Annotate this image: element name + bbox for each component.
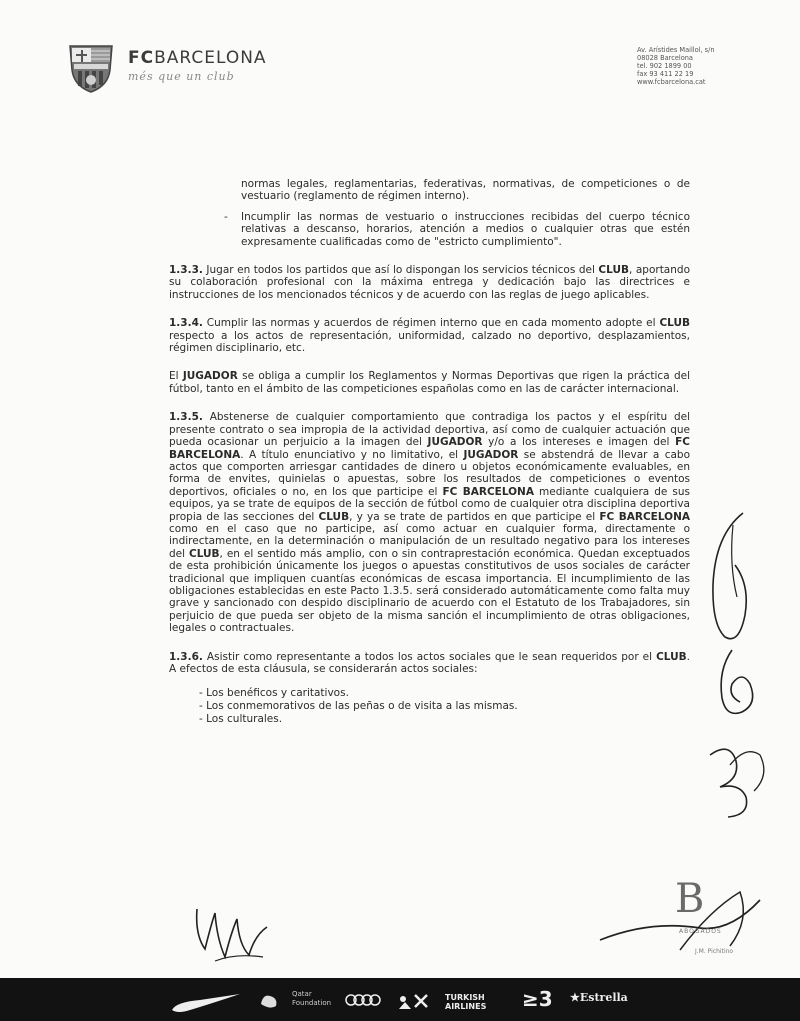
qatar-foundation-label: Qatar Foundation: [292, 990, 332, 1007]
stamp-letters: B: [675, 876, 705, 922]
margin-initials-signature: [710, 640, 770, 730]
clause-1-3-3: 1.3.3. Jugar en todos los partidos que así lo dispongan los servicios técnicos del CLUB, aportando su colaboración profesional con la máxima entrega y dedicación bajo las directrices e instrucciones de los mencionados técnicos y de acuerdo con las reglas de juego aplicables.: [169, 264, 690, 301]
contract-body: [169, 178, 690, 726]
club-address: Av. Arístides Maillol, s/n 08028 Barcelona tel. 902 1899 00 fax 93 411 22 19 www.fcbarcelona.cat: [637, 46, 715, 86]
qatar-foundation-logo: [258, 990, 280, 1012]
brand-block: [128, 48, 267, 83]
clause-1-3-4: 1.3.4. Cumplir las normas y acuerdos de régimen interno que en cada momento adopte el CLUB respecto a los actos de representación, uniformidad, calzado no deportivo, desplazamientos, régimen disciplinario, etc.: [169, 317, 690, 355]
star-icon: ★: [570, 991, 580, 1004]
tv3-logo: ≥3: [522, 987, 553, 1011]
margin-initials-signature: [700, 735, 780, 825]
law-firm-stamp: [655, 870, 775, 960]
brand-tagline: més que un club: [128, 70, 235, 83]
bullet-mark: -: [224, 210, 228, 223]
estrella-damm-label: ★Estrella: [570, 991, 628, 1004]
bullet-item: - Incumplir las normas de vestuario o instrucciones recibidas del cuerpo técnico relativas a descanso, horarios, atención a medios o cualquier otras que estén expresamente cualificadas como de "estricto cumplimiento".: [224, 210, 690, 248]
list-item: - Los benéficos y caritativos.: [199, 687, 349, 700]
brand-name: FCBARCELONA: [128, 48, 267, 68]
continued-paragraph: normas legales, reglamentarias, federativas, normativas, de competiciones o de vestuario (reglamento de régimen interno).: [241, 178, 690, 203]
nike-swoosh-logo: [170, 992, 242, 1014]
margin-initials-signature: [695, 505, 765, 655]
signature-bottom-left: [185, 895, 275, 975]
fcb-crest-logo: [64, 40, 118, 94]
stamp-line-2: J.M. Pichitino: [695, 948, 734, 955]
turkish-airlines-label: TURKISH AIRLINES: [445, 993, 487, 1011]
player-obligation-paragraph: El JUGADOR se obliga a cumplir los Reglamentos y Normas Deportivas que rigen la práctica del fútbol, tanto en el ámbito de las competiciones españolas como en las de carácter internacional.: [169, 370, 690, 395]
social-acts-list: [199, 687, 690, 726]
audi-rings-logo: [345, 993, 381, 1007]
clause-1-3-5: 1.3.5. Abstenerse de cualquier comportamiento que contradiga los pactos y el espíritu del presente contrato o sea impropia de la actividad deportiva, así como de cualquier actuación que pueda ocasionar un perjuicio a la imagen del JUGADOR y/o a los intereses e imagen del FC BARCELONA. A título enunciativo y no limitativo, el JUGADOR se abstendrá de llevar a cabo actos que comporten arriesgar cantidades de dinero u objetos económicamente evaluables, en forma de envites, quinielas o apuestas, sobre los resultados de competiciones o eventos deportivos, oficiales o no, en los que participe el FC BARCELONA mediante cualquiera de sus equipos, ya se trate de equipos de la sección de fútbol como de cualquier otra disciplina deportiva propia de las secciones del CLUB, y ya se trate de partidos en que participe el FC BARCELONA como en el caso que no participe, así como actuar en cualquier forma, directamente o indirectamente, en la determinación o manipulación de un resultado negativo para los intereses del CLUB, en el sentido más amplio, con o sin contraprestación económica. Quedan exceptuados de esta prohibición únicamente los juegos o apuestas constitutivos de usos sociales de carácter tradicional que impliquen cuantías económicas de escasa importancia. El incumplimiento de las obligaciones establecidas en este Pacto 1.3.5. será considerado automáticamente como falta muy grave y sancionado con despido disciplinario de acuerdo con el Estatuto de los Trabajadores, sin perjuicio de que pueda ser objeto de la misma sanción el incumplimiento de otras obligaciones, legales o contractuales.: [169, 411, 690, 635]
list-item: - Los culturales.: [199, 713, 283, 726]
stamp-line-1: ABOGADOS: [679, 928, 722, 935]
clause-1-3-6: 1.3.6. Asistir como representante a todos los actos sociales que le sean requeridos por el CLUB. A efectos de esta cláusula, se considerarán actos sociales:: [169, 650, 690, 675]
la-caixa-star-logo: [395, 991, 431, 1011]
list-item: - Los conmemorativos de las peñas o de visita a las mismas.: [199, 700, 518, 713]
sponsor-bar: [0, 978, 800, 1021]
